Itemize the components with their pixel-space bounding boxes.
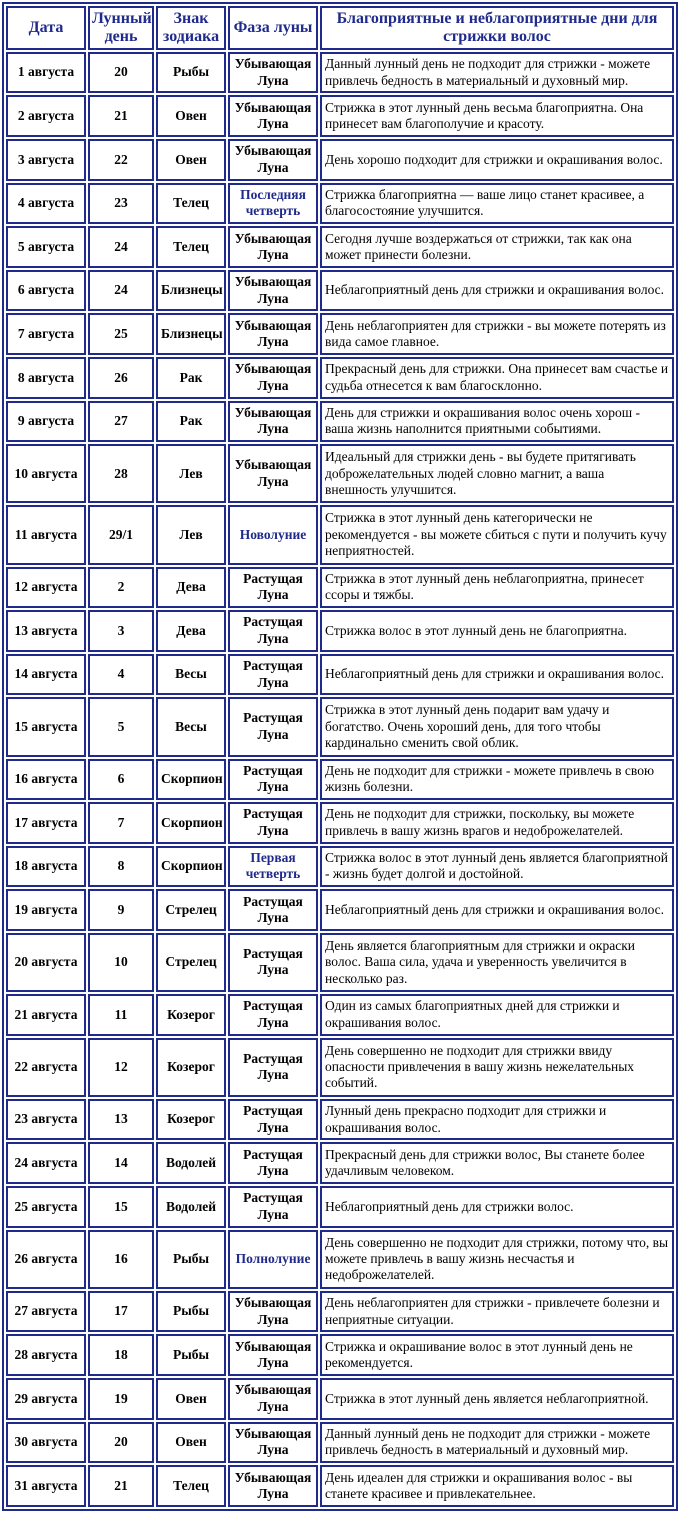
lunar-day-cell: 4 — [88, 654, 154, 696]
moon-phase-cell: Убывающая Луна — [228, 1378, 318, 1420]
moon-phase-cell: Растущая Луна — [228, 759, 318, 801]
zodiac-cell: Лев — [156, 505, 226, 564]
lunar-day-cell: 26 — [88, 357, 154, 399]
date-cell: 29 августа — [6, 1378, 86, 1420]
haircut-verdict-cell: Неблагоприятный день для стрижки и окрашивания волос. — [320, 654, 674, 696]
lunar-day-cell: 14 — [88, 1142, 154, 1184]
haircut-verdict-cell: Один из самых благоприятных дней для стрижки и окрашивания волос. — [320, 994, 674, 1036]
moon-phase-cell: Убывающая Луна — [228, 95, 318, 137]
moon-phase-cell: Первая четверть — [228, 846, 318, 888]
haircut-verdict-cell: Лунный день прекрасно подходит для стрижки и окрашивания волос. — [320, 1099, 674, 1141]
haircut-verdict-cell: Стрижка и окрашивание волос в этот лунный день не рекомендуется. — [320, 1334, 674, 1376]
zodiac-cell: Рак — [156, 401, 226, 443]
date-cell: 22 августа — [6, 1038, 86, 1097]
lunar-day-cell: 8 — [88, 846, 154, 888]
date-cell: 18 августа — [6, 846, 86, 888]
table-row — [6, 654, 674, 696]
table-row — [6, 1186, 674, 1228]
haircut-verdict-cell: День неблагоприятен для стрижки - привлечете болезни и неприятные ситуации. — [320, 1291, 674, 1333]
zodiac-cell: Дева — [156, 610, 226, 652]
lunar-day-cell: 17 — [88, 1291, 154, 1333]
haircut-verdict-cell: День совершенно не подходит для стрижки, потому что, вы можете привлечь в вашу жизнь несчастья и недоброжелателей. — [320, 1230, 674, 1289]
date-cell: 9 августа — [6, 401, 86, 443]
zodiac-cell: Весы — [156, 697, 226, 756]
table-row — [6, 1465, 674, 1507]
haircut-verdict-cell: Идеальный для стрижки день - вы будете притягивать доброжелательных людей словно магнит, а ваша внешность улучшится. — [320, 444, 674, 503]
haircut-verdict-cell: Стрижка волос в этот лунный день не благоприятна. — [320, 610, 674, 652]
zodiac-cell: Рыбы — [156, 1230, 226, 1289]
date-cell: 1 августа — [6, 52, 86, 94]
table-row — [6, 505, 674, 564]
moon-phase-cell: Убывающая Луна — [228, 1334, 318, 1376]
header-lunar-day: Лунный день — [88, 6, 154, 50]
date-cell: 2 августа — [6, 95, 86, 137]
moon-phase-cell: Убывающая Луна — [228, 270, 318, 312]
haircut-verdict-cell: День идеален для стрижки и окрашивания волос - вы станете красивее и привлекательнее. — [320, 1465, 674, 1507]
lunar-day-cell: 2 — [88, 567, 154, 609]
lunar-day-cell: 25 — [88, 313, 154, 355]
header-zodiac: Знак зодиака — [156, 6, 226, 50]
lunar-day-cell: 13 — [88, 1099, 154, 1141]
lunar-day-cell: 21 — [88, 95, 154, 137]
zodiac-cell: Близнецы — [156, 313, 226, 355]
date-cell: 25 августа — [6, 1186, 86, 1228]
date-cell: 4 августа — [6, 183, 86, 225]
lunar-day-cell: 23 — [88, 183, 154, 225]
zodiac-cell: Телец — [156, 1465, 226, 1507]
zodiac-cell: Рыбы — [156, 52, 226, 94]
date-cell: 21 августа — [6, 994, 86, 1036]
moon-phase-cell: Растущая Луна — [228, 1142, 318, 1184]
moon-phase-cell: Растущая Луна — [228, 1099, 318, 1141]
table-row — [6, 270, 674, 312]
header-phase: Фаза луны — [228, 6, 318, 50]
table-row — [6, 52, 674, 94]
lunar-day-cell: 24 — [88, 226, 154, 268]
date-cell: 6 августа — [6, 270, 86, 312]
zodiac-cell: Стрелец — [156, 933, 226, 992]
table-row — [6, 802, 674, 844]
date-cell: 17 августа — [6, 802, 86, 844]
moon-phase-cell: Растущая Луна — [228, 994, 318, 1036]
date-cell: 3 августа — [6, 139, 86, 181]
table-row — [6, 1422, 674, 1464]
moon-phase-cell: Растущая Луна — [228, 802, 318, 844]
moon-phase-cell: Растущая Луна — [228, 933, 318, 992]
table-header-row — [6, 6, 674, 50]
haircut-verdict-cell: День не подходит для стрижки, поскольку, вы можете привлечь в вашу жизнь врагов и недоброжелателей. — [320, 802, 674, 844]
moon-phase-cell: Растущая Луна — [228, 889, 318, 931]
lunar-day-cell: 19 — [88, 1378, 154, 1420]
moon-phase-cell: Растущая Луна — [228, 567, 318, 609]
zodiac-cell: Овен — [156, 1422, 226, 1464]
zodiac-cell: Рыбы — [156, 1334, 226, 1376]
table-row — [6, 933, 674, 992]
moon-phase-cell: Растущая Луна — [228, 1186, 318, 1228]
lunar-day-cell: 29/1 — [88, 505, 154, 564]
haircut-verdict-cell: Данный лунный день не подходит для стрижки - можете привлечь бедность в материальный и духовный мир. — [320, 1422, 674, 1464]
moon-phase-cell: Убывающая Луна — [228, 444, 318, 503]
table-row — [6, 697, 674, 756]
zodiac-cell: Овен — [156, 1378, 226, 1420]
table-row — [6, 444, 674, 503]
table-row — [6, 1291, 674, 1333]
date-cell: 16 августа — [6, 759, 86, 801]
lunar-day-cell: 28 — [88, 444, 154, 503]
haircut-verdict-cell: День неблагоприятен для стрижки - вы можете потерять из вида самое главное. — [320, 313, 674, 355]
moon-phase-cell: Убывающая Луна — [228, 313, 318, 355]
haircut-verdict-cell: День совершенно не подходит для стрижки ввиду опасности привлечения в вашу жизнь нежелательных событий. — [320, 1038, 674, 1097]
haircut-verdict-cell: Стрижка в этот лунный день подарит вам удачу и богатство. Очень хороший день, для того чтобы кардинально сменить свой облик. — [320, 697, 674, 756]
date-cell: 11 августа — [6, 505, 86, 564]
table-row — [6, 401, 674, 443]
zodiac-cell: Овен — [156, 95, 226, 137]
lunar-day-cell: 15 — [88, 1186, 154, 1228]
lunar-day-cell: 18 — [88, 1334, 154, 1376]
haircut-verdict-cell: Стрижка в этот лунный день категорически не рекомендуется - вы можете сбиться с пути и получить кучу неприятностей. — [320, 505, 674, 564]
zodiac-cell: Скорпион — [156, 802, 226, 844]
moon-phase-cell: Новолуние — [228, 505, 318, 564]
zodiac-cell: Рыбы — [156, 1291, 226, 1333]
zodiac-cell: Скорпион — [156, 846, 226, 888]
table-row — [6, 226, 674, 268]
table-row — [6, 610, 674, 652]
lunar-calendar-wrapper — [2, 2, 678, 1511]
date-cell: 30 августа — [6, 1422, 86, 1464]
zodiac-cell: Овен — [156, 139, 226, 181]
lunar-day-cell: 27 — [88, 401, 154, 443]
moon-phase-cell: Растущая Луна — [228, 1038, 318, 1097]
date-cell: 26 августа — [6, 1230, 86, 1289]
zodiac-cell: Рак — [156, 357, 226, 399]
date-cell: 28 августа — [6, 1334, 86, 1376]
zodiac-cell: Телец — [156, 226, 226, 268]
lunar-day-cell: 11 — [88, 994, 154, 1036]
moon-phase-cell: Убывающая Луна — [228, 357, 318, 399]
table-row — [6, 313, 674, 355]
moon-phase-cell: Убывающая Луна — [228, 139, 318, 181]
table-row — [6, 1334, 674, 1376]
haircut-verdict-cell: Неблагоприятный день для стрижки и окрашивания волос. — [320, 270, 674, 312]
table-row — [6, 1142, 674, 1184]
date-cell: 27 августа — [6, 1291, 86, 1333]
moon-phase-cell: Полнолуние — [228, 1230, 318, 1289]
zodiac-cell: Козерог — [156, 994, 226, 1036]
table-row — [6, 1378, 674, 1420]
haircut-verdict-cell: Стрижка в этот лунный день весьма благоприятна. Она принесет вам благополучие и красоту. — [320, 95, 674, 137]
zodiac-cell: Стрелец — [156, 889, 226, 931]
date-cell: 31 августа — [6, 1465, 86, 1507]
moon-phase-cell: Убывающая Луна — [228, 1422, 318, 1464]
date-cell: 12 августа — [6, 567, 86, 609]
date-cell: 5 августа — [6, 226, 86, 268]
zodiac-cell: Козерог — [156, 1099, 226, 1141]
moon-phase-cell: Убывающая Луна — [228, 1465, 318, 1507]
haircut-verdict-cell: Стрижка в этот лунный день является неблагоприятной. — [320, 1378, 674, 1420]
table-row — [6, 846, 674, 888]
table-row — [6, 759, 674, 801]
date-cell: 15 августа — [6, 697, 86, 756]
zodiac-cell: Водолей — [156, 1186, 226, 1228]
haircut-verdict-cell: Прекрасный день для стрижки. Она принесет вам счастье и судьба отнесется к вам благосклонно. — [320, 357, 674, 399]
lunar-day-cell: 20 — [88, 1422, 154, 1464]
zodiac-cell: Скорпион — [156, 759, 226, 801]
zodiac-cell: Лев — [156, 444, 226, 503]
zodiac-cell: Весы — [156, 654, 226, 696]
haircut-verdict-cell: Сегодня лучше воздержаться от стрижки, так как она может принести болезни. — [320, 226, 674, 268]
lunar-day-cell: 7 — [88, 802, 154, 844]
date-cell: 7 августа — [6, 313, 86, 355]
moon-phase-cell: Убывающая Луна — [228, 1291, 318, 1333]
lunar-day-cell: 9 — [88, 889, 154, 931]
date-cell: 8 августа — [6, 357, 86, 399]
moon-phase-cell: Последняя четверть — [228, 183, 318, 225]
lunar-day-cell: 10 — [88, 933, 154, 992]
table-row — [6, 357, 674, 399]
haircut-verdict-cell: Данный лунный день не подходит для стрижки - можете привлечь бедность в материальный и духовный мир. — [320, 52, 674, 94]
date-cell: 23 августа — [6, 1099, 86, 1141]
date-cell: 20 августа — [6, 933, 86, 992]
haircut-verdict-cell: День хорошо подходит для стрижки и окрашивания волос. — [320, 139, 674, 181]
date-cell: 14 августа — [6, 654, 86, 696]
zodiac-cell: Близнецы — [156, 270, 226, 312]
date-cell: 19 августа — [6, 889, 86, 931]
header-date: Дата — [6, 6, 86, 50]
date-cell: 10 августа — [6, 444, 86, 503]
moon-phase-cell: Растущая Луна — [228, 654, 318, 696]
table-row — [6, 183, 674, 225]
table-row — [6, 139, 674, 181]
lunar-day-cell: 24 — [88, 270, 154, 312]
moon-phase-cell: Растущая Луна — [228, 697, 318, 756]
moon-phase-cell: Растущая Луна — [228, 610, 318, 652]
lunar-day-cell: 22 — [88, 139, 154, 181]
haircut-verdict-cell: День не подходит для стрижки - можете привлечь в свою жизнь болезни. — [320, 759, 674, 801]
haircut-verdict-cell: День для стрижки и окрашивания волос очень хорош - ваша жизнь наполнится приятными событиями. — [320, 401, 674, 443]
date-cell: 24 августа — [6, 1142, 86, 1184]
haircut-verdict-cell: Прекрасный день для стрижки волос, Вы станете более удачливым человеком. — [320, 1142, 674, 1184]
haircut-verdict-cell: Стрижка в этот лунный день неблагоприятна, принесет ссоры и тяжбы. — [320, 567, 674, 609]
lunar-day-cell: 16 — [88, 1230, 154, 1289]
lunar-day-cell: 21 — [88, 1465, 154, 1507]
table-row — [6, 889, 674, 931]
header-verdict: Благоприятные и неблагоприятные дни для стрижки волос — [320, 6, 674, 50]
table-row — [6, 1038, 674, 1097]
table-row — [6, 95, 674, 137]
moon-phase-cell: Убывающая Луна — [228, 401, 318, 443]
zodiac-cell: Телец — [156, 183, 226, 225]
table-row — [6, 994, 674, 1036]
lunar-day-cell: 3 — [88, 610, 154, 652]
moon-phase-cell: Убывающая Луна — [228, 226, 318, 268]
zodiac-cell: Козерог — [156, 1038, 226, 1097]
haircut-verdict-cell: Стрижка благоприятна — ваше лицо станет красивее, а благосостояние улучшится. — [320, 183, 674, 225]
zodiac-cell: Дева — [156, 567, 226, 609]
haircut-verdict-cell: Неблагоприятный день для стрижки и окрашивания волос. — [320, 889, 674, 931]
haircut-verdict-cell: Стрижка волос в этот лунный день является благоприятной - жизнь будет долгой и достойной. — [320, 846, 674, 888]
lunar-day-cell: 12 — [88, 1038, 154, 1097]
date-cell: 13 августа — [6, 610, 86, 652]
table-row — [6, 1230, 674, 1289]
table-body — [6, 52, 674, 1507]
lunar-day-cell: 5 — [88, 697, 154, 756]
haircut-verdict-cell: Неблагоприятный день для стрижки волос. — [320, 1186, 674, 1228]
zodiac-cell: Водолей — [156, 1142, 226, 1184]
table-row — [6, 567, 674, 609]
lunar-day-cell: 6 — [88, 759, 154, 801]
haircut-verdict-cell: День является благоприятным для стрижки и окраски волос. Ваша сила, удача и уверенность увеличится в несколько раз. — [320, 933, 674, 992]
lunar-day-cell: 20 — [88, 52, 154, 94]
lunar-haircut-table — [2, 2, 678, 1511]
table-row — [6, 1099, 674, 1141]
moon-phase-cell: Убывающая Луна — [228, 52, 318, 94]
